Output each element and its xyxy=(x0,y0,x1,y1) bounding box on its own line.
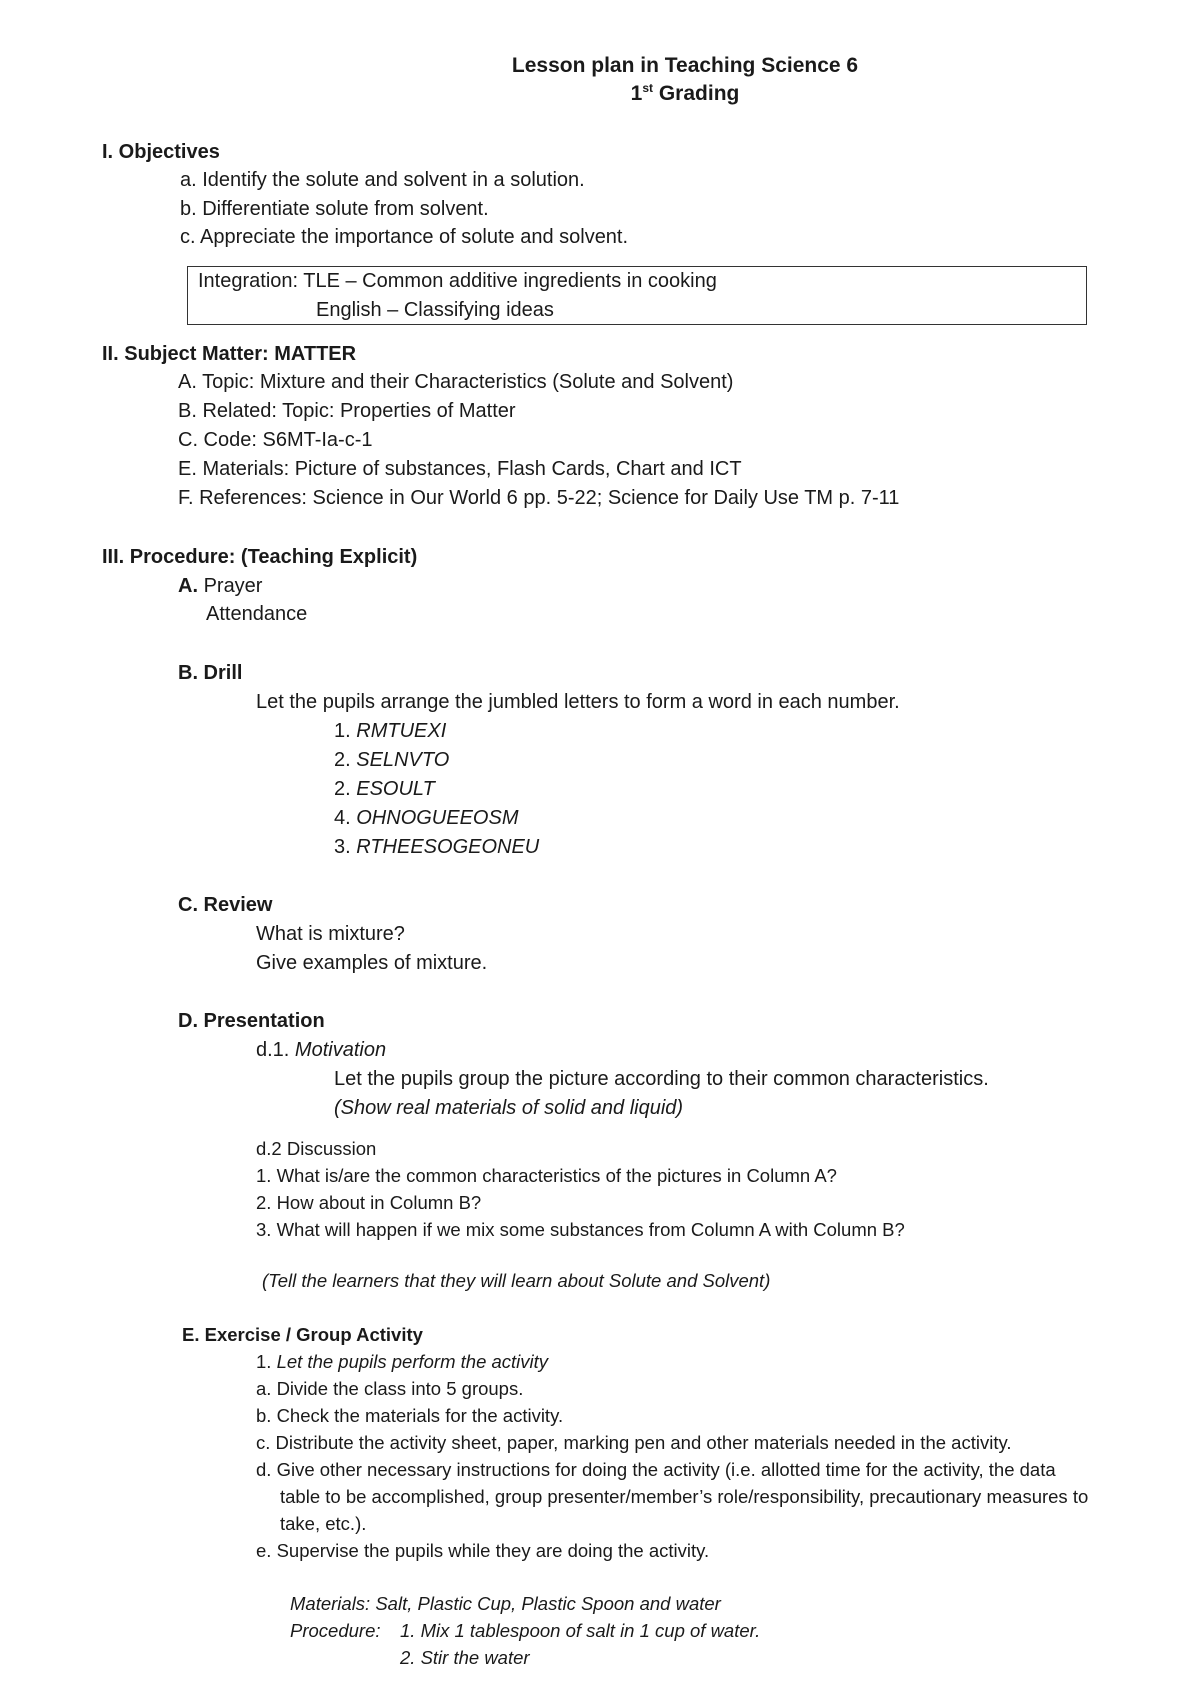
exercise-item: b. Check the materials for the activity. xyxy=(256,1405,564,1426)
motivation-text: Let the pupils group the picture according to their common characteristics. xyxy=(334,1068,989,1090)
integration-line-tle: Integration: TLE – Common additive ingredients in cooking xyxy=(198,270,717,292)
subject-matter-heading: II. Subject Matter: MATTER xyxy=(102,343,357,365)
activity-materials: Materials: Salt, Plastic Cup, Plastic Spoon and water xyxy=(290,1593,721,1614)
objective-item: a. Identify the solute and solvent in a solution. xyxy=(180,169,585,191)
exercise-item-continued: table to be accomplished, group presenter/member’s role/responsibility, precautionary measures to xyxy=(280,1486,1089,1507)
subject-matter-item: A. Topic: Mixture and their Characteristics (Solute and Solvent) xyxy=(178,371,734,393)
objective-item: b. Differentiate solute from solvent. xyxy=(180,198,489,220)
motivation-note: (Show real materials of solid and liquid) xyxy=(334,1097,684,1119)
objectives-heading: I. Objectives xyxy=(102,141,220,163)
grading-subtitle: 1st Grading xyxy=(630,81,740,105)
exercise-step: 1. Let the pupils perform the activity xyxy=(256,1351,549,1372)
subject-matter-item: E. Materials: Picture of substances, Flash Cards, Chart and ICT xyxy=(178,458,742,480)
drill-item: 2. SELNVTO xyxy=(334,749,450,771)
subject-matter-item: C. Code: S6MT-Ia-c-1 xyxy=(178,429,373,451)
drill-item: 3. RTHEESOGEONEU xyxy=(334,836,540,858)
subject-matter-item: F. References: Science in Our World 6 pp. 5-22; Science for Daily Use TM p. 7-11 xyxy=(178,487,900,509)
subject-matter-item: B. Related: Topic: Properties of Matter xyxy=(178,400,516,422)
drill-item: 1. RMTUEXI xyxy=(334,720,447,742)
attendance-line: Attendance xyxy=(206,603,308,625)
discussion-note: (Tell the learners that they will learn about Solute and Solvent) xyxy=(262,1270,771,1291)
prayer-line: A. Prayer xyxy=(178,575,263,597)
integration-line-english: English – Classifying ideas xyxy=(316,299,554,321)
exercise-item: e. Supervise the pupils while they are doing the activity. xyxy=(256,1540,710,1561)
review-item: What is mixture? xyxy=(256,923,405,945)
drill-item: 4. OHNOGUEEOSM xyxy=(334,807,519,829)
objective-item: c. Appreciate the importance of solute and solvent. xyxy=(180,226,629,248)
document-title: Lesson plan in Teaching Science 6 xyxy=(511,54,859,77)
discussion-heading: d.2 Discussion xyxy=(256,1138,377,1159)
presentation-heading: D. Presentation xyxy=(178,1010,325,1032)
exercise-item: c. Distribute the activity sheet, paper, marking pen and other materials needed in the activity. xyxy=(256,1432,1012,1453)
discussion-item: 1. What is/are the common characteristics of the pictures in Column A? xyxy=(256,1165,837,1186)
review-item: Give examples of mixture. xyxy=(256,952,488,974)
drill-heading: B. Drill xyxy=(178,662,243,684)
activity-procedure-step: 2. Stir the water xyxy=(400,1647,530,1668)
exercise-item-continued: take, etc.). xyxy=(280,1513,367,1534)
discussion-item: 2. How about in Column B? xyxy=(256,1192,482,1213)
exercise-item: a. Divide the class into 5 groups. xyxy=(256,1378,524,1399)
activity-procedure-step: 1. Mix 1 tablespoon of salt in 1 cup of water. xyxy=(400,1620,761,1641)
procedure-heading: III. Procedure: (Teaching Explicit) xyxy=(102,546,418,568)
motivation-heading: d.1. Motivation xyxy=(256,1039,387,1061)
exercise-heading: E. Exercise / Group Activity xyxy=(182,1324,423,1345)
discussion-item: 3. What will happen if we mix some substances from Column A with Column B? xyxy=(256,1219,905,1240)
exercise-item: d. Give other necessary instructions for doing the activity (i.e. allotted time for the activity, the data xyxy=(256,1459,1056,1480)
activity-procedure-label: Procedure: xyxy=(290,1620,381,1641)
drill-instruction: Let the pupils arrange the jumbled letters to form a word in each number. xyxy=(256,691,900,713)
review-heading: C. Review xyxy=(178,894,273,916)
drill-item: 2. ESOULT xyxy=(334,778,435,800)
